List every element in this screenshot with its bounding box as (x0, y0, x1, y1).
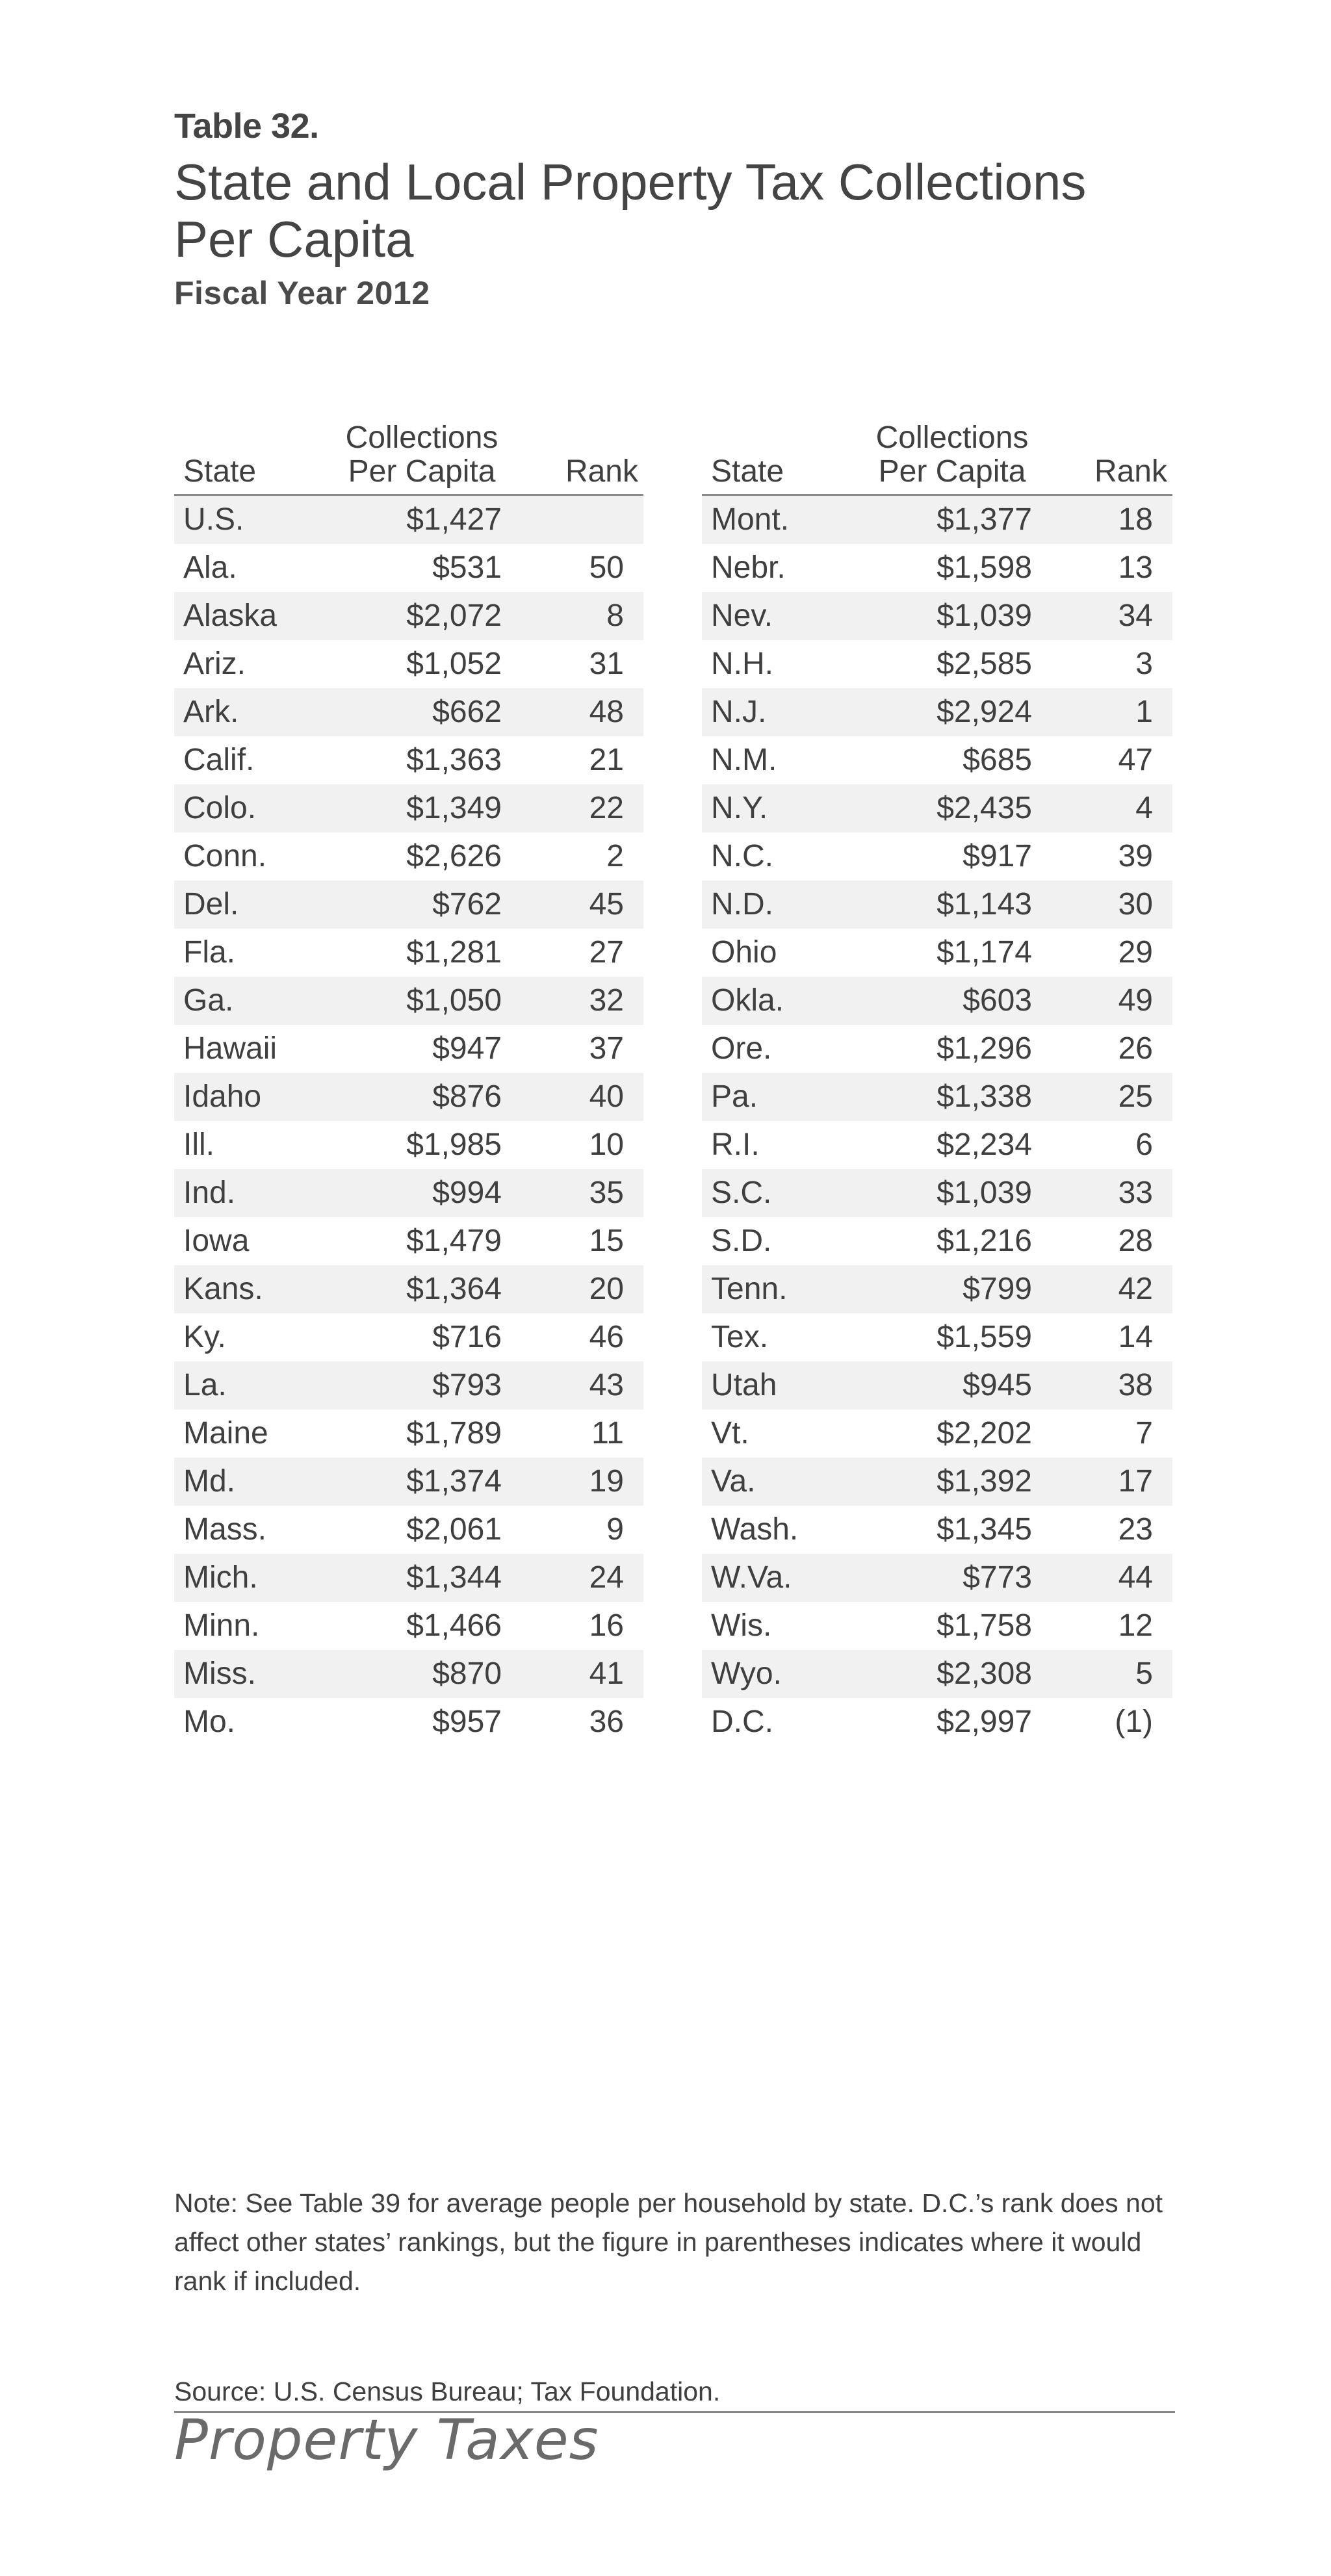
table-row (174, 1121, 643, 1169)
table-row (702, 1169, 1172, 1217)
table-row (702, 495, 1172, 545)
state-cell: Minn. (174, 1602, 335, 1650)
rank-cell: 50 (508, 544, 643, 592)
rank-cell: 27 (508, 929, 643, 977)
state-cell: Ohio (702, 929, 866, 977)
rank-cell: 40 (508, 1073, 643, 1121)
state-cell: Tenn. (702, 1265, 866, 1313)
table-row (702, 1554, 1172, 1602)
state-cell: Wyo. (702, 1650, 866, 1698)
rank-cell: 45 (508, 881, 643, 929)
collections-cell: $799 (866, 1265, 1039, 1313)
table-row (174, 784, 643, 832)
rank-cell: 23 (1039, 1506, 1172, 1554)
table-row (174, 929, 643, 977)
table-row (702, 1217, 1172, 1265)
rank-cell: 3 (1039, 640, 1172, 688)
table-row (702, 1650, 1172, 1698)
state-cell: Ariz. (174, 640, 335, 688)
state-cell: Nebr. (702, 544, 866, 592)
collections-cell: $2,997 (866, 1698, 1039, 1746)
state-cell: Ill. (174, 1121, 335, 1169)
collections-cell: $2,202 (866, 1410, 1039, 1458)
collections-cell: $947 (335, 1025, 508, 1073)
column-header-collections-line2: Per Capita (878, 454, 1026, 489)
collections-cell: $2,234 (866, 1121, 1039, 1169)
data-table-left (174, 415, 643, 1746)
state-cell: Ky. (174, 1313, 335, 1361)
state-cell: Pa. (702, 1073, 866, 1121)
collections-cell: $1,377 (866, 495, 1039, 545)
collections-cell: $1,392 (866, 1458, 1039, 1506)
collections-cell: $1,143 (866, 881, 1039, 929)
title-line-2: Per Capita (174, 211, 414, 268)
rank-cell: 15 (508, 1217, 643, 1265)
table-row (174, 640, 643, 688)
state-cell: Vt. (702, 1410, 866, 1458)
rank-cell: 24 (508, 1554, 643, 1602)
table-row (702, 881, 1172, 929)
page-subtitle: Fiscal Year 2012 (174, 275, 430, 311)
table-row (702, 832, 1172, 881)
rank-cell: 6 (1039, 1121, 1172, 1169)
state-cell: U.S. (174, 495, 335, 545)
collections-cell: $2,435 (866, 784, 1039, 832)
rank-cell: 28 (1039, 1217, 1172, 1265)
table-row (702, 592, 1172, 640)
collections-cell: $1,598 (866, 544, 1039, 592)
collections-cell: $2,626 (335, 832, 508, 881)
table-row (174, 544, 643, 592)
collections-cell: $2,072 (335, 592, 508, 640)
rank-cell: 4 (1039, 784, 1172, 832)
state-cell: Fla. (174, 929, 335, 977)
state-cell: Ore. (702, 1025, 866, 1073)
table-row (174, 1025, 643, 1073)
rank-cell: 22 (508, 784, 643, 832)
collections-cell: $2,924 (866, 688, 1039, 736)
collections-cell: $994 (335, 1169, 508, 1217)
state-cell: Wis. (702, 1602, 866, 1650)
rank-cell: 37 (508, 1025, 643, 1073)
collections-cell: $1,985 (335, 1121, 508, 1169)
rank-cell: 26 (1039, 1025, 1172, 1073)
table-row (702, 1313, 1172, 1361)
table-row (174, 1602, 643, 1650)
state-cell: R.I. (702, 1121, 866, 1169)
state-cell: Okla. (702, 977, 866, 1025)
state-cell: D.C. (702, 1698, 866, 1746)
table-row (174, 881, 643, 929)
table-row (174, 1361, 643, 1410)
state-cell: Hawaii (174, 1025, 335, 1073)
collections-cell: $1,052 (335, 640, 508, 688)
table-row (174, 736, 643, 784)
table-row (702, 929, 1172, 977)
collections-cell: $1,216 (866, 1217, 1039, 1265)
rank-cell: 19 (508, 1458, 643, 1506)
state-cell: Va. (702, 1458, 866, 1506)
rank-cell: 20 (508, 1265, 643, 1313)
collections-cell: $662 (335, 688, 508, 736)
rank-cell: 30 (1039, 881, 1172, 929)
column-header-rank: Rank (1039, 415, 1172, 495)
data-table-right (702, 415, 1172, 1746)
column-header-state: State (174, 415, 335, 495)
table-header-row (702, 415, 1172, 495)
collections-cell: $1,344 (335, 1554, 508, 1602)
rank-cell: 39 (1039, 832, 1172, 881)
rank-cell: 17 (1039, 1458, 1172, 1506)
rank-cell: 35 (508, 1169, 643, 1217)
rank-cell: 36 (508, 1698, 643, 1746)
collections-cell: $876 (335, 1073, 508, 1121)
collections-cell: $1,039 (866, 592, 1039, 640)
state-cell: Mich. (174, 1554, 335, 1602)
rank-cell: 44 (1039, 1554, 1172, 1602)
table-row (702, 688, 1172, 736)
table-body-right (702, 495, 1172, 1747)
section-footer-title: Property Taxes (174, 2408, 599, 2473)
collections-cell: $603 (866, 977, 1039, 1025)
collections-cell: $762 (335, 881, 508, 929)
collections-cell: $1,174 (866, 929, 1039, 977)
table-row (702, 1121, 1172, 1169)
table-row (702, 640, 1172, 688)
column-header-collections-line1: Collections (875, 420, 1029, 455)
state-cell: Wash. (702, 1506, 866, 1554)
rank-cell: 46 (508, 1313, 643, 1361)
state-cell: Ark. (174, 688, 335, 736)
page-title (174, 153, 1175, 268)
table-row (174, 1506, 643, 1554)
table-row (174, 688, 643, 736)
state-cell: Del. (174, 881, 335, 929)
table-row (174, 1265, 643, 1313)
state-cell: Idaho (174, 1073, 335, 1121)
table-note: Note: See Table 39 for average people per household by state. D.C.’s rank does not affect other states’ rankings, but the figure in parentheses indicates where it would rank if included. (174, 2188, 1163, 2296)
state-cell: N.D. (702, 881, 866, 929)
collections-cell: $716 (335, 1313, 508, 1361)
collections-cell: $1,363 (335, 736, 508, 784)
rank-cell: 11 (508, 1410, 643, 1458)
state-cell: S.C. (702, 1169, 866, 1217)
collections-cell: $1,789 (335, 1410, 508, 1458)
rank-cell: 31 (508, 640, 643, 688)
table-row (174, 977, 643, 1025)
state-cell: Ind. (174, 1169, 335, 1217)
column-header-collections-line1: Collections (345, 420, 498, 455)
collections-cell: $1,039 (866, 1169, 1039, 1217)
rank-cell: 43 (508, 1361, 643, 1410)
rank-cell: 9 (508, 1506, 643, 1554)
rank-cell: 34 (1039, 592, 1172, 640)
state-cell: Nev. (702, 592, 866, 640)
column-header-state: State (702, 415, 866, 495)
rank-cell: 5 (1039, 1650, 1172, 1698)
table-header (174, 103, 1175, 313)
rank-cell: 29 (1039, 929, 1172, 977)
column-header-rank: Rank (508, 415, 643, 495)
table-row (174, 1458, 643, 1506)
state-cell: N.C. (702, 832, 866, 881)
title-line-1: State and Local Property Tax Collections (174, 153, 1087, 211)
state-cell: Ga. (174, 977, 335, 1025)
table-row (174, 832, 643, 881)
state-cell: N.H. (702, 640, 866, 688)
state-cell: W.Va. (702, 1554, 866, 1602)
state-cell: N.Y. (702, 784, 866, 832)
state-cell: N.J. (702, 688, 866, 736)
table-number: Table 32. (174, 107, 319, 146)
table-row (702, 1506, 1172, 1554)
state-cell: Utah (702, 1361, 866, 1410)
rank-cell: 25 (1039, 1073, 1172, 1121)
table-row (174, 1313, 643, 1361)
table-header-row (174, 415, 643, 495)
collections-cell: $1,427 (335, 495, 508, 545)
collections-cell: $1,758 (866, 1602, 1039, 1650)
table-row (174, 495, 643, 545)
table-row (174, 1169, 643, 1217)
table-row (174, 1217, 643, 1265)
collections-cell: $1,374 (335, 1458, 508, 1506)
collections-cell: $917 (866, 832, 1039, 881)
collections-cell: $793 (335, 1361, 508, 1410)
table-row (174, 1410, 643, 1458)
table-row (702, 1073, 1172, 1121)
state-cell: Iowa (174, 1217, 335, 1265)
column-header-collections (335, 415, 508, 495)
table-row (174, 1698, 643, 1746)
table-row (174, 1650, 643, 1698)
rank-cell: 8 (508, 592, 643, 640)
rank-cell: 12 (1039, 1602, 1172, 1650)
rank-cell: 1 (1039, 688, 1172, 736)
rank-cell: 16 (508, 1602, 643, 1650)
collections-cell: $1,466 (335, 1602, 508, 1650)
rank-cell (508, 495, 643, 545)
table-row (702, 1410, 1172, 1458)
state-cell: Ala. (174, 544, 335, 592)
table-row (702, 784, 1172, 832)
collections-cell: $2,061 (335, 1506, 508, 1554)
source-line: Source: U.S. Census Bureau; Tax Foundation. (174, 2373, 1175, 2413)
table-row (702, 1025, 1172, 1073)
state-cell: Md. (174, 1458, 335, 1506)
rank-cell: 14 (1039, 1313, 1172, 1361)
rank-cell: 38 (1039, 1361, 1172, 1410)
state-cell: Mo. (174, 1698, 335, 1746)
state-cell: S.D. (702, 1217, 866, 1265)
state-cell: Alaska (174, 592, 335, 640)
state-cell: Miss. (174, 1650, 335, 1698)
state-cell: Colo. (174, 784, 335, 832)
rank-cell: 21 (508, 736, 643, 784)
collections-cell: $1,364 (335, 1265, 508, 1313)
collections-cell: $1,559 (866, 1313, 1039, 1361)
rank-cell: (1) (1039, 1698, 1172, 1746)
collections-cell: $1,345 (866, 1506, 1039, 1554)
state-cell: La. (174, 1361, 335, 1410)
state-cell: Kans. (174, 1265, 335, 1313)
collections-cell: $1,338 (866, 1073, 1039, 1121)
state-cell: Conn. (174, 832, 335, 881)
rank-cell: 41 (508, 1650, 643, 1698)
table-row (174, 592, 643, 640)
collections-cell: $1,281 (335, 929, 508, 977)
column-header-collections (866, 415, 1039, 495)
state-cell: N.M. (702, 736, 866, 784)
table-row (174, 1073, 643, 1121)
column-header-collections-line2: Per Capita (348, 454, 496, 489)
table-row (702, 977, 1172, 1025)
collections-cell: $2,308 (866, 1650, 1039, 1698)
rank-cell: 42 (1039, 1265, 1172, 1313)
state-cell: Tex. (702, 1313, 866, 1361)
table-row (702, 1698, 1172, 1746)
rank-cell: 10 (508, 1121, 643, 1169)
state-cell: Calif. (174, 736, 335, 784)
table-row (174, 1554, 643, 1602)
collections-cell: $2,585 (866, 640, 1039, 688)
collections-cell: $773 (866, 1554, 1039, 1602)
table-row (702, 736, 1172, 784)
collections-cell: $1,050 (335, 977, 508, 1025)
collections-cell: $957 (335, 1698, 508, 1746)
state-cell: Maine (174, 1410, 335, 1458)
rank-cell: 49 (1039, 977, 1172, 1025)
rank-cell: 48 (508, 688, 643, 736)
table-row (702, 544, 1172, 592)
rank-cell: 32 (508, 977, 643, 1025)
table-body-left (174, 495, 643, 1747)
state-cell: Mass. (174, 1506, 335, 1554)
rank-cell: 7 (1039, 1410, 1172, 1458)
table-row (702, 1602, 1172, 1650)
collections-cell: $945 (866, 1361, 1039, 1410)
collections-cell: $1,349 (335, 784, 508, 832)
collections-cell: $685 (866, 736, 1039, 784)
collections-cell: $531 (335, 544, 508, 592)
rank-cell: 2 (508, 832, 643, 881)
collections-cell: $870 (335, 1650, 508, 1698)
collections-cell: $1,296 (866, 1025, 1039, 1073)
rank-cell: 18 (1039, 495, 1172, 545)
rank-cell: 13 (1039, 544, 1172, 592)
state-cell: Mont. (702, 495, 866, 545)
rank-cell: 33 (1039, 1169, 1172, 1217)
rank-cell: 47 (1039, 736, 1172, 784)
table-row (702, 1361, 1172, 1410)
collections-cell: $1,479 (335, 1217, 508, 1265)
table-row (702, 1458, 1172, 1506)
table-row (702, 1265, 1172, 1313)
